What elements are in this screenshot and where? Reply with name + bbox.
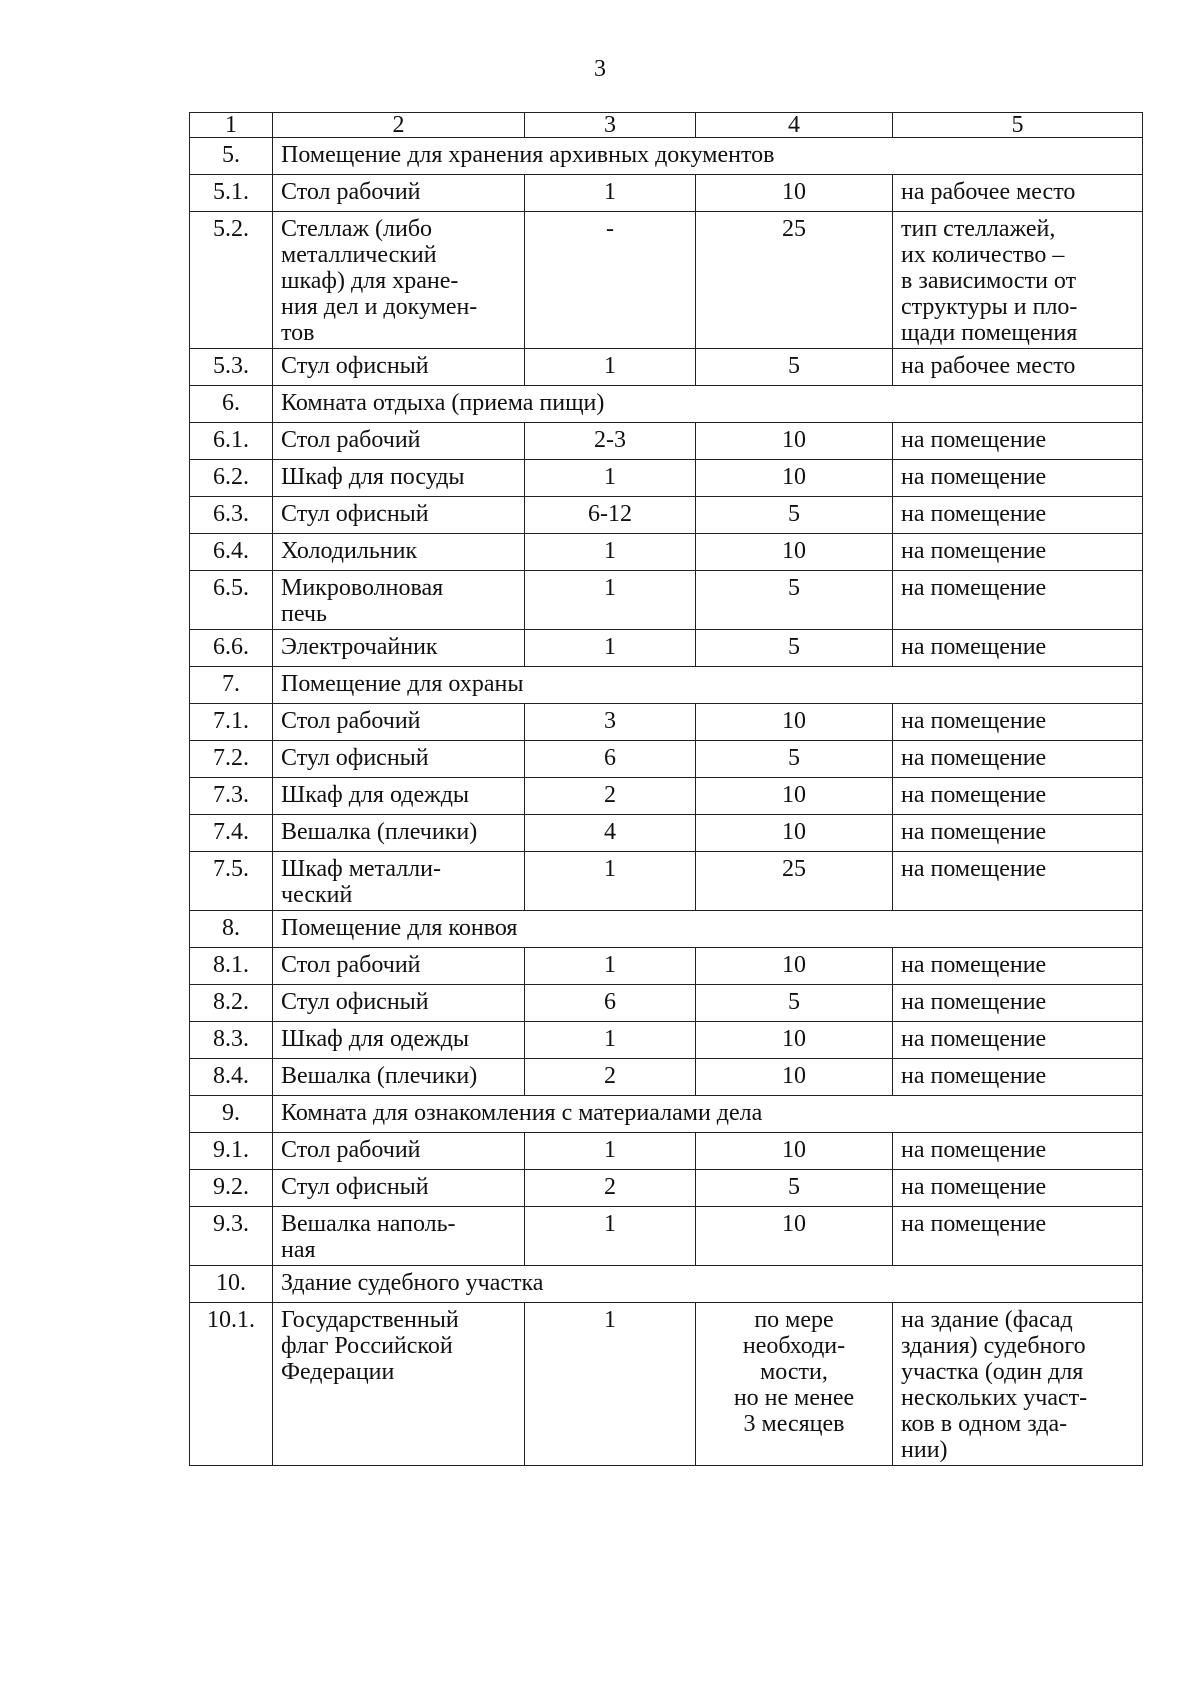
table-row (190, 212, 1143, 349)
item-number: 5.1. (190, 175, 273, 212)
item-service-term: 5 (696, 1170, 893, 1207)
item-number: 6.6. (190, 630, 273, 667)
item-service-term: 5 (696, 741, 893, 778)
table-row (190, 534, 1143, 571)
page-number: 3 (594, 56, 606, 82)
item-service-term: 10 (696, 948, 893, 985)
item-quantity: 6-12 (525, 497, 696, 534)
section-title: Помещение для охраны (273, 667, 1143, 704)
item-service-term: 5 (696, 497, 893, 534)
item-name: Вешалка (плечики) (273, 815, 525, 852)
item-note: на помещение (893, 1059, 1143, 1096)
item-quantity: - (525, 212, 696, 349)
item-note: тип стеллажей, их количество – в зависимости от структуры и пло- щади помещения (893, 212, 1143, 349)
item-note: на помещение (893, 571, 1143, 630)
item-quantity: 1 (525, 1207, 696, 1266)
item-number: 10.1. (190, 1303, 273, 1466)
item-name: Стол рабочий (273, 423, 525, 460)
section-row (190, 1096, 1143, 1133)
item-service-term: 10 (696, 704, 893, 741)
item-number: 7.3. (190, 778, 273, 815)
item-quantity: 1 (525, 1022, 696, 1059)
item-quantity: 2 (525, 778, 696, 815)
item-note: на помещение (893, 1207, 1143, 1266)
item-service-term: 10 (696, 1059, 893, 1096)
item-number: 7.1. (190, 704, 273, 741)
item-name: Шкаф для одежды (273, 1022, 525, 1059)
table-row (190, 1133, 1143, 1170)
section-row (190, 1266, 1143, 1303)
item-name: Шкаф металли- ческий (273, 852, 525, 911)
item-note: на помещение (893, 1133, 1143, 1170)
item-note: на помещение (893, 534, 1143, 571)
item-name: Электрочайник (273, 630, 525, 667)
equipment-table (189, 112, 1143, 1466)
section-number: 7. (190, 667, 273, 704)
item-quantity: 4 (525, 815, 696, 852)
item-number: 8.1. (190, 948, 273, 985)
table-header-row (190, 113, 1143, 138)
item-name: Стол рабочий (273, 948, 525, 985)
item-service-term: 10 (696, 175, 893, 212)
item-service-term: 10 (696, 815, 893, 852)
item-number: 7.2. (190, 741, 273, 778)
item-service-term: 10 (696, 1133, 893, 1170)
header-cell: 5 (893, 113, 1143, 138)
item-name: Стул офисный (273, 1170, 525, 1207)
item-note: на помещение (893, 423, 1143, 460)
item-name: Вешалка (плечики) (273, 1059, 525, 1096)
item-number: 6.2. (190, 460, 273, 497)
item-number: 6.3. (190, 497, 273, 534)
table-row (190, 349, 1143, 386)
item-number: 9.1. (190, 1133, 273, 1170)
item-number: 9.2. (190, 1170, 273, 1207)
item-name: Шкаф для посуды (273, 460, 525, 497)
item-name: Вешалка наполь- ная (273, 1207, 525, 1266)
item-name: Стул офисный (273, 497, 525, 534)
table-row (190, 985, 1143, 1022)
section-number: 5. (190, 138, 273, 175)
item-name: Стул офисный (273, 349, 525, 386)
item-name: Стул офисный (273, 741, 525, 778)
table-row (190, 741, 1143, 778)
item-note: на помещение (893, 1022, 1143, 1059)
table-row (190, 497, 1143, 534)
item-quantity: 2-3 (525, 423, 696, 460)
item-service-term: 5 (696, 349, 893, 386)
item-name: Микроволновая печь (273, 571, 525, 630)
section-row (190, 386, 1143, 423)
table-row (190, 948, 1143, 985)
item-note: на помещение (893, 1170, 1143, 1207)
item-quantity: 6 (525, 985, 696, 1022)
item-quantity: 6 (525, 741, 696, 778)
table-row (190, 571, 1143, 630)
item-quantity: 1 (525, 852, 696, 911)
item-number: 6.1. (190, 423, 273, 460)
item-note: на помещение (893, 778, 1143, 815)
table-row (190, 630, 1143, 667)
item-service-term: 25 (696, 212, 893, 349)
item-note: на помещение (893, 704, 1143, 741)
table-body (190, 113, 1143, 1466)
item-number: 8.4. (190, 1059, 273, 1096)
item-service-term: по мере необходи- мости, но не менее 3 месяцев (696, 1303, 893, 1466)
item-quantity: 1 (525, 460, 696, 497)
table-row (190, 778, 1143, 815)
item-service-term: 10 (696, 1207, 893, 1266)
item-service-term: 25 (696, 852, 893, 911)
item-number: 8.3. (190, 1022, 273, 1059)
item-note: на помещение (893, 741, 1143, 778)
table-row (190, 704, 1143, 741)
item-note: на помещение (893, 852, 1143, 911)
item-quantity: 1 (525, 948, 696, 985)
item-quantity: 2 (525, 1170, 696, 1207)
item-quantity: 1 (525, 534, 696, 571)
item-service-term: 10 (696, 534, 893, 571)
item-name: Шкаф для одежды (273, 778, 525, 815)
item-note: на помещение (893, 497, 1143, 534)
table-row (190, 175, 1143, 212)
header-cell: 1 (190, 113, 273, 138)
item-quantity: 1 (525, 349, 696, 386)
table-row (190, 460, 1143, 497)
section-title: Комната отдыха (приема пищи) (273, 386, 1143, 423)
item-service-term: 10 (696, 423, 893, 460)
item-name: Стол рабочий (273, 704, 525, 741)
item-note: на здание (фасад здания) судебного участка (один для нескольких участ- ков в одном зда- нии) (893, 1303, 1143, 1466)
section-title: Помещение для конвоя (273, 911, 1143, 948)
section-number: 8. (190, 911, 273, 948)
table-row (190, 1303, 1143, 1466)
item-note: на рабочее место (893, 349, 1143, 386)
item-note: на помещение (893, 460, 1143, 497)
item-number: 5.2. (190, 212, 273, 349)
section-row (190, 138, 1143, 175)
header-cell: 2 (273, 113, 525, 138)
item-quantity: 1 (525, 630, 696, 667)
section-number: 10. (190, 1266, 273, 1303)
table-row (190, 1170, 1143, 1207)
item-quantity: 1 (525, 1303, 696, 1466)
section-number: 9. (190, 1096, 273, 1133)
item-quantity: 1 (525, 175, 696, 212)
item-quantity: 1 (525, 571, 696, 630)
item-quantity: 3 (525, 704, 696, 741)
section-title: Помещение для хранения архивных документов (273, 138, 1143, 175)
table-row (190, 1207, 1143, 1266)
item-name: Стул офисный (273, 985, 525, 1022)
item-number: 6.5. (190, 571, 273, 630)
item-number: 5.3. (190, 349, 273, 386)
item-service-term: 10 (696, 1022, 893, 1059)
item-quantity: 2 (525, 1059, 696, 1096)
section-title: Здание судебного участка (273, 1266, 1143, 1303)
item-service-term: 10 (696, 460, 893, 497)
header-cell: 3 (525, 113, 696, 138)
item-note: на помещение (893, 630, 1143, 667)
item-name: Государственный флаг Российской Федерации (273, 1303, 525, 1466)
item-note: на помещение (893, 815, 1143, 852)
item-note: на рабочее место (893, 175, 1143, 212)
table-row (190, 815, 1143, 852)
item-name: Холодильник (273, 534, 525, 571)
item-service-term: 5 (696, 985, 893, 1022)
item-number: 8.2. (190, 985, 273, 1022)
section-title: Комната для ознакомления с материалами дела (273, 1096, 1143, 1133)
item-service-term: 5 (696, 571, 893, 630)
item-note: на помещение (893, 985, 1143, 1022)
section-number: 6. (190, 386, 273, 423)
item-name: Стеллаж (либо металлический шкаф) для хране- ния дел и докумен- тов (273, 212, 525, 349)
item-name: Стол рабочий (273, 175, 525, 212)
section-row (190, 667, 1143, 704)
item-name: Стол рабочий (273, 1133, 525, 1170)
table-row (190, 1022, 1143, 1059)
item-number: 9.3. (190, 1207, 273, 1266)
table-row (190, 852, 1143, 911)
item-number: 7.5. (190, 852, 273, 911)
section-row (190, 911, 1143, 948)
item-service-term: 10 (696, 778, 893, 815)
item-quantity: 1 (525, 1133, 696, 1170)
item-note: на помещение (893, 948, 1143, 985)
table-row (190, 423, 1143, 460)
header-cell: 4 (696, 113, 893, 138)
item-number: 6.4. (190, 534, 273, 571)
item-number: 7.4. (190, 815, 273, 852)
item-service-term: 5 (696, 630, 893, 667)
table-row (190, 1059, 1143, 1096)
